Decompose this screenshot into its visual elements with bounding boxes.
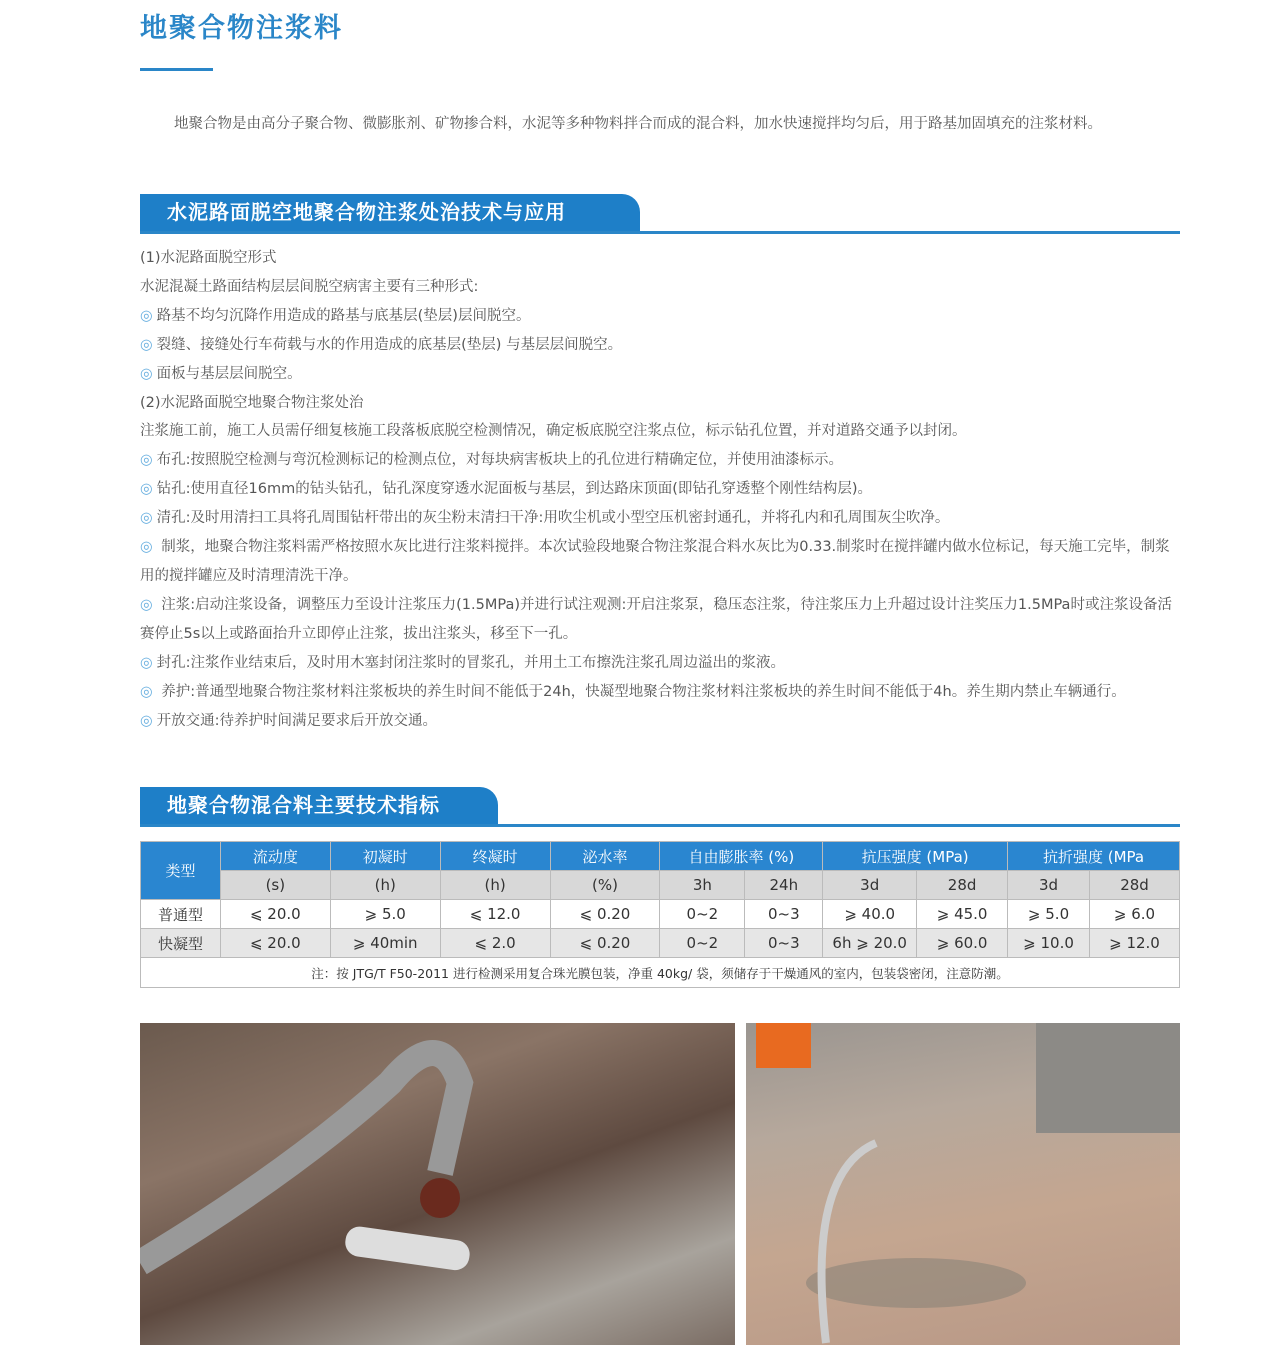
subheader-cell: 3d <box>1008 871 1090 900</box>
table-cell: ⩽ 0.20 <box>550 929 660 958</box>
line-text: 裂缝、接缝处行车荷载与水的作用造成的底基层(垫层) 与基层层间脱空。 <box>156 336 623 353</box>
title-underline <box>140 68 213 71</box>
subheader-cell: 28d <box>1089 871 1179 900</box>
header-cell: 自由膨胀率 (%) <box>660 842 823 871</box>
circle-bullet-icon: ◎ <box>140 481 153 498</box>
bullet-item <box>140 360 1184 389</box>
circle-bullet-icon: ◎ <box>140 452 153 469</box>
table-cell: 6h ⩾ 20.0 <box>823 929 917 958</box>
table-cell: ⩽ 0.20 <box>550 900 660 929</box>
table-cell: ⩾ 45.0 <box>917 900 1008 929</box>
line-text: (2)水泥路面脱空地聚合物注浆处治 <box>140 394 364 411</box>
line-text: 布孔:按照脱空检测与弯沉检测标记的检测点位，对每块病害板块上的孔位进行精确定位，并使用油漆标示。 <box>156 452 844 469</box>
bullet-item <box>140 707 1184 736</box>
section-body <box>140 244 1184 735</box>
circle-bullet-icon: ◎ <box>140 683 153 700</box>
grouting-site-photo <box>746 1023 1180 1345</box>
section-header-1 <box>140 194 1180 234</box>
table-cell: ⩽ 20.0 <box>220 900 330 929</box>
subheader-cell: (h) <box>440 871 550 900</box>
row-type: 普通型 <box>141 900 221 929</box>
line-text: 开放交通:待养护时间满足要求后开放交通。 <box>156 712 438 729</box>
paragraph <box>140 389 1184 418</box>
bullet-item <box>140 591 1184 649</box>
header-cell: 流动度 <box>220 842 330 871</box>
line-text: 封孔:注浆作业结束后，及时用木塞封闭注浆时的冒浆孔，并用土工布擦洗注浆孔周边溢出的浆液。 <box>156 654 786 671</box>
circle-bullet-icon: ◎ <box>140 307 153 324</box>
header-cell: 抗折强度 (MPa <box>1008 842 1180 871</box>
row-type: 快凝型 <box>141 929 221 958</box>
circle-bullet-icon: ◎ <box>140 596 153 613</box>
line-text: 水泥混凝土路面结构层层间脱空病害主要有三种形式: <box>140 278 479 295</box>
table-cell: ⩾ 5.0 <box>330 900 440 929</box>
section-header-2 <box>140 787 1180 827</box>
grouting-hose-photo <box>140 1023 735 1345</box>
line-text: 面板与基层层间脱空。 <box>156 365 302 382</box>
table-cell: 0~2 <box>660 900 745 929</box>
table-cell: ⩾ 5.0 <box>1008 900 1090 929</box>
subheader-cell: (s) <box>220 871 330 900</box>
table-cell: ⩾ 40.0 <box>823 900 917 929</box>
table-cell: ⩾ 6.0 <box>1089 900 1179 929</box>
subheader-cell: 3h <box>660 871 745 900</box>
circle-bullet-icon: ◎ <box>140 365 153 382</box>
header-cell: 初凝时 <box>330 842 440 871</box>
subheader-cell: 28d <box>917 871 1008 900</box>
bullet-item <box>140 331 1184 360</box>
table-cell: ⩾ 12.0 <box>1089 929 1179 958</box>
header-type: 类型 <box>141 842 221 900</box>
line-text: 钻孔:使用直径16mm的钻头钻孔，钻孔深度穿透水泥面板与基层，到达路床顶面(即钻孔穿透整个刚性结构层)。 <box>156 481 873 498</box>
line-text: 制浆，地聚合物注浆料需严格按照水灰比进行注浆料搅拌。本次试验段地聚合物注浆混合料水灰比为0.33.制浆时在搅拌罐内做水位标记，每天施工完毕，制浆用的搅拌罐应及时清理清洗干净。 <box>140 539 1170 584</box>
subheader-cell: (%) <box>550 871 660 900</box>
circle-bullet-icon: ◎ <box>140 654 153 671</box>
line-text: 注浆施工前，施工人员需仔细复核施工段落板底脱空检测情况，确定板底脱空注浆点位，标示钻孔位置，并对道路交通予以封闭。 <box>140 423 967 440</box>
bullet-item <box>140 302 1184 331</box>
paragraph <box>140 417 1184 446</box>
subheader-cell: (h) <box>330 871 440 900</box>
table-cell: ⩽ 2.0 <box>440 929 550 958</box>
page-title: 地聚合物注浆料 <box>140 13 343 44</box>
line-text: 路基不均匀沉降作用造成的路基与底基层(垫层)层间脱空。 <box>156 307 531 324</box>
line-text: (1)水泥路面脱空形式 <box>140 250 277 266</box>
section-title: 水泥路面脱空地聚合物注浆处治技术与应用 <box>140 194 640 231</box>
table-cell: 0~3 <box>745 929 823 958</box>
table-note: 注：按 JTG/T F50-2011 进行检测采用复合珠光膜包装，净重 40kg/ 袋，须储存于干燥通风的室内，包装袋密闭，注意防潮。 <box>141 958 1180 988</box>
table-cell: 0~2 <box>660 929 745 958</box>
section-title: 地聚合物混合料主要技术指标 <box>140 787 498 824</box>
bullet-item <box>140 649 1184 678</box>
subheader-cell: 3d <box>823 871 917 900</box>
circle-bullet-icon: ◎ <box>140 336 153 353</box>
bullet-item <box>140 533 1184 591</box>
line-text: 注浆:启动注浆设备，调整压力至设计注浆压力(1.5MPa)并进行试注观测:开启注浆泵，稳压态注浆，待注浆压力上升超过设计注奖压力1.5MPa时或注浆设备活赛停止5s以上或路面抬升立即停止注浆，拔出注浆头，移至下一孔。 <box>140 596 1172 642</box>
circle-bullet-icon: ◎ <box>140 539 153 556</box>
circle-bullet-icon: ◎ <box>140 510 153 527</box>
bullet-item <box>140 475 1184 504</box>
paragraph <box>140 273 1184 302</box>
intro-paragraph: 地聚合物是由高分子聚合物、微膨胀剂、矿物掺合料，水泥等多种物料拌合而成的混合料，加水快速搅拌均匀后，用于路基加固填充的注浆材料。 <box>174 116 1102 132</box>
bullet-item <box>140 446 1184 475</box>
table-cell: ⩽ 20.0 <box>220 929 330 958</box>
spec-table <box>140 841 1180 988</box>
header-cell: 抗压强度 (MPa) <box>823 842 1008 871</box>
header-cell: 终凝时 <box>440 842 550 871</box>
table-cell: 0~3 <box>745 900 823 929</box>
bullet-item <box>140 678 1184 707</box>
circle-bullet-icon: ◎ <box>140 712 153 729</box>
bullet-item <box>140 504 1184 533</box>
table-cell: ⩾ 10.0 <box>1008 929 1090 958</box>
header-cell: 泌水率 <box>550 842 660 871</box>
subheader-cell: 24h <box>745 871 823 900</box>
table-cell: ⩽ 12.0 <box>440 900 550 929</box>
table-cell: ⩾ 40min <box>330 929 440 958</box>
line-text: 养护:普通型地聚合物注浆材料注浆板块的养生时间不能低于24h，快凝型地聚合物注浆材料注浆板块的养生时间不能低于4h。养生期内禁止车辆通行。 <box>156 683 1126 700</box>
line-text: 清孔:及时用清扫工具将孔周围钻杆带出的灰尘粉末清扫干净:用吹尘机或小型空压机密封通孔，并将孔内和孔周围灰尘吹净。 <box>156 510 950 527</box>
paragraph <box>140 244 1184 273</box>
table-cell: ⩾ 60.0 <box>917 929 1008 958</box>
